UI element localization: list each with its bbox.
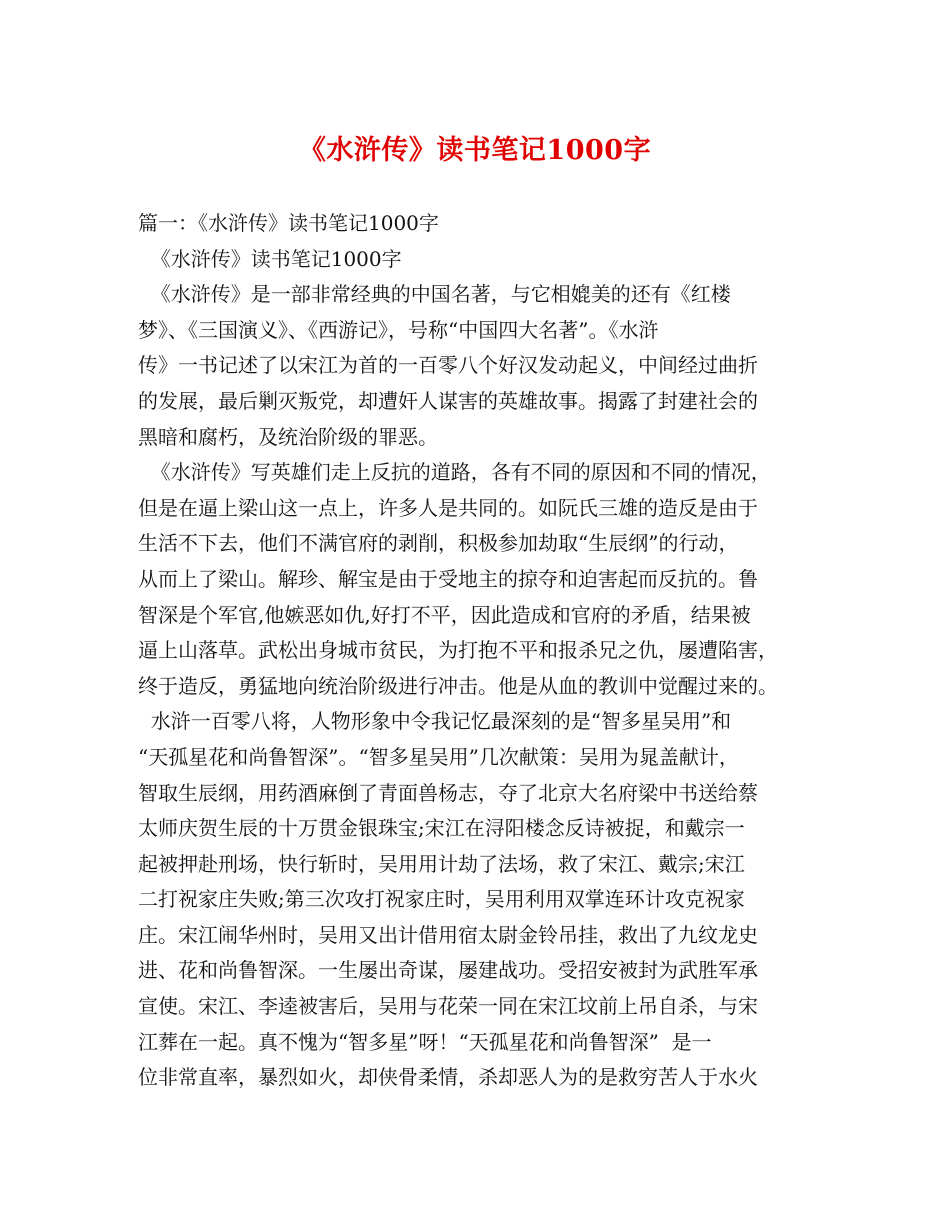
document-body — [138, 206, 838, 1096]
text-line: “天孤星花和尚鲁智深”。“智多星吴用”几次献策：吴用为晁盖献计， — [138, 744, 739, 769]
text-line: 太师庆贺生辰的十万贯金银珠宝;宋江在浔阳楼念反诗被捉，和戴宗一 — [138, 816, 745, 841]
text-line: 逼上山落草。武松出身城市贫民，为打抱不平和报杀兄之仇，屡遭陷害， — [138, 638, 778, 663]
text-line: 传》一书记述了以宋江为首的一百零八个好汉发动起义，中间经过曲折 — [138, 353, 758, 378]
text-line: 《水浒传》是一部非常经典的中国名著，与它相媲美的还有《红楼 — [138, 282, 731, 307]
text-line: 《水浒传》读书笔记1000字 — [138, 246, 402, 271]
text-line: 《水浒传》写英雄们走上反抗的道路，各有不同的原因和不同的情况， — [138, 460, 771, 485]
text-line: 宣使。宋江、李逵被害后，吴用与花荣一同在宋江坟前上吊自杀，与宋 — [138, 994, 758, 1019]
text-line: 黑暗和腐朽，及统治阶级的罪恶。 — [138, 424, 438, 449]
document-title: 《水浒传》读书笔记1000字 — [298, 135, 652, 166]
text-line: 江葬在一起。真不愧为“智多星”呀！“天孤星花和尚鲁智深” 是一 — [138, 1029, 712, 1054]
text-line: 位非常直率，暴烈如火，却侠骨柔情，杀却恶人为的是救穷苦人于水火 — [138, 1065, 758, 1090]
text-line: 从而上了梁山。解珍、解宝是由于受地主的掠夺和迫害起而反抗的。鲁 — [138, 566, 758, 591]
text-line: 终于造反，勇猛地向统治阶级进行冲击。他是从血的教训中觉醒过来的。 — [138, 673, 778, 698]
text-line: 智取生辰纲，用药酒麻倒了青面兽杨志，夺了北京大名府梁中书送给蔡 — [138, 780, 758, 805]
text-line: 智深是个军官,他嫉恶如仇,好打不平，因此造成和官府的矛盾，结果被 — [138, 602, 751, 627]
text-line: 但是在逼上梁山这一点上，许多人是共同的。如阮氏三雄的造反是由于 — [138, 495, 758, 520]
text-line: 起被押赴刑场，快行斩时，吴用用计劫了法场，救了宋江、戴宗;宋江 — [138, 851, 745, 876]
text-line: 进、花和尚鲁智深。一生屡出奇谋，屡建战功。受招安被封为武胜军承 — [138, 958, 758, 983]
text-line: 的发展，最后剿灭叛党，却遭奸人谋害的英雄故事。揭露了封建社会的 — [138, 388, 758, 413]
text-line: 梦》、《三国演义》、《西游记》，号称“中国四大名著”。《水浒 — [138, 317, 659, 342]
text-line: 水浒一百零八将，人物形象中令我记忆最深刻的是“智多星吴用”和 — [138, 709, 732, 734]
text-line: 二打祝家庄失败;第三次攻打祝家庄时，吴用利用双掌连环计攻克祝家 — [138, 887, 745, 912]
text-line: 庄。宋江闹华州时，吴用又出计借用宿太尉金铃吊挂，救出了九纹龙史 — [138, 922, 758, 947]
text-line: 生活不下去，他们不满官府的剥削，积极参加劫取“生辰纲”的行动， — [138, 531, 739, 556]
text-line: 篇一：《水浒传》读书笔记1000字 — [138, 211, 439, 235]
